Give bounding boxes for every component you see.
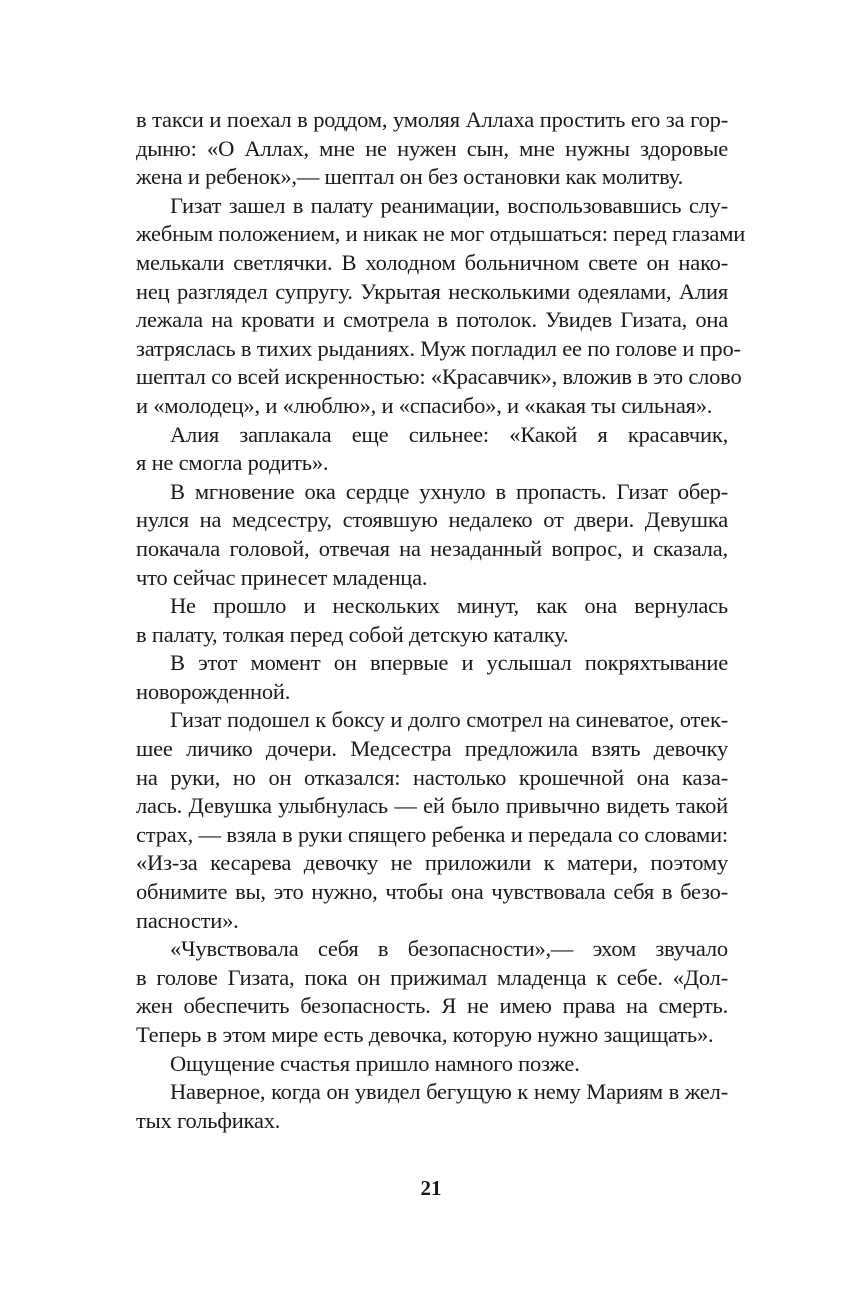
text-line: мелькали светлячки. В холодном больничном свете он нако- xyxy=(136,249,728,275)
text-line: пасности». xyxy=(136,907,239,933)
text-line: что сейчас принесет младенца. xyxy=(136,564,428,590)
text-line: дыню: «О Аллах, мне не нужен сын, мне нужны здоровые xyxy=(136,135,728,161)
paragraph-first-line: Гизат зашел в палату реанимации, воспользовавшись слу- xyxy=(170,192,728,218)
text-line: жен обеспечить безопасность. Я не имею права на смерть. xyxy=(136,993,728,1019)
text-line: я не смогла родить». xyxy=(136,450,329,476)
text-line: страх, — взяла в руки спящего ребенка и передала со словами: xyxy=(136,821,728,847)
text-line: новорожденной. xyxy=(136,678,291,704)
text-line: жена и ребенок»,— шептал он без остановки как молитву. xyxy=(136,164,683,190)
paragraph-first-line: Ощущение счастья пришло намного позже. xyxy=(170,1050,580,1076)
paragraph-first-line: Не прошло и нескольких минут, как она вернулась xyxy=(170,593,728,619)
text-line: покачала головой, отвечая на незаданный вопрос, и сказала, xyxy=(136,535,728,561)
text-line: Теперь в этом мире есть девочка, которую нужно защищать». xyxy=(136,1022,714,1047)
text-line: «Из-за кесарева девочку не приложили к матери, поэтому xyxy=(136,850,728,876)
paragraph-first-line: «Чувствовала себя в безопасности»,— эхом звучало xyxy=(170,936,728,962)
text-line: лежала на кровати и смотрела в потолок. Увидев Гизата, она xyxy=(136,307,728,333)
text-line: и «молодец», и «люблю», и «спасибо», и «какая ты сильная». xyxy=(136,392,713,418)
text-line: затряслась в тихих рыданиях. Муж погладил ее по голове и про- xyxy=(136,335,741,361)
paragraph-first-line: Алия заплакала еще сильнее: «Какой я красавчик, xyxy=(170,421,728,447)
text-line: жебным положением, и никак не мог отдышаться: перед глазами xyxy=(136,221,746,247)
text-line: в такси и поехал в роддом, умоляя Аллаха простить его за гор- xyxy=(136,107,728,132)
text-line: лась. Девушка улыбнулась — ей было привычно видеть такой xyxy=(136,793,728,819)
paragraph-first-line: В мгновение ока сердце ухнуло в пропасть. Гизат обер- xyxy=(170,478,728,504)
text-line: тых гольфиках. xyxy=(136,1107,281,1133)
text-line: шептал со всей искренностью: «Красавчик», вложив в это слово xyxy=(136,364,742,390)
paragraph-first-line: Наверное, когда он увидел бегущую к нему Мариям в жел- xyxy=(170,1079,728,1105)
text-line: в палату, толкая перед собой детскую каталку. xyxy=(136,621,569,647)
text-line: нец разглядел супругу. Укрытая несколькими одеялами, Алия xyxy=(136,278,728,304)
text-line: на руки, но он отказался: настолько крошечной она каза- xyxy=(136,764,728,790)
text-line: в голове Гизата, пока он прижимал младенца к себе. «Дол- xyxy=(136,964,728,990)
page-number: 21 xyxy=(420,1176,442,1200)
text-line: шее личико дочери. Медсестра предложила взять девочку xyxy=(136,736,728,762)
body-text xyxy=(136,106,746,1135)
text-line: обнимите вы, это нужно, чтобы она чувствовала себя в безо- xyxy=(136,879,728,905)
paragraph-first-line: Гизат подошел к боксу и долго смотрел на синеватое, отек- xyxy=(170,707,728,733)
text-line: нулся на медсестру, стоявшую недалеко от двери. Девушка xyxy=(136,507,728,533)
paragraph-first-line: В этот момент он впервые и услышал покряхтывание xyxy=(170,650,728,676)
